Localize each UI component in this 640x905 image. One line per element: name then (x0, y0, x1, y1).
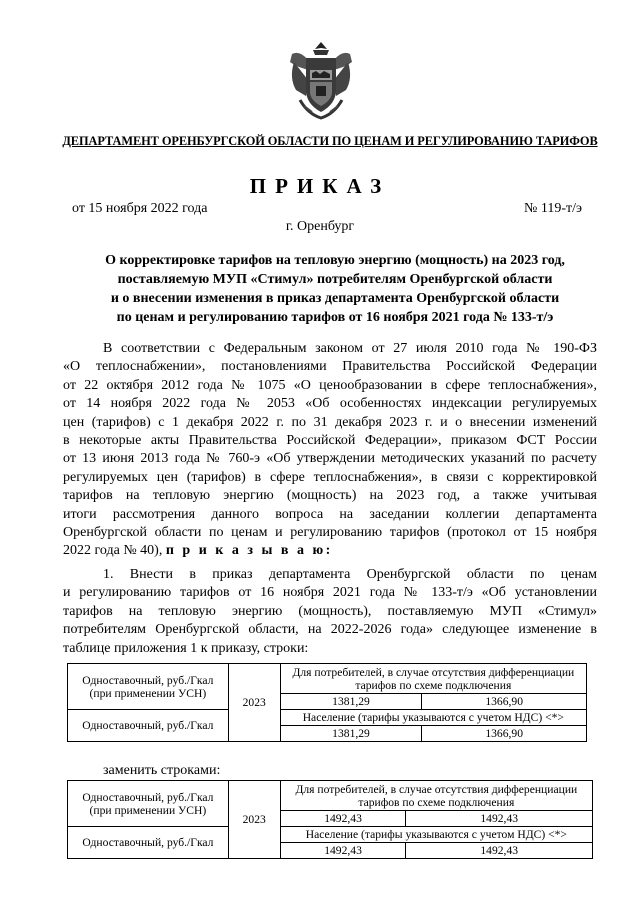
new-group1-value-2: 1492,43 (406, 811, 593, 827)
new-year: 2023 (228, 781, 280, 859)
old-group1-value-2: 1366,90 (422, 694, 587, 710)
new-group2-header: Население (тарифы указываются с учетом НДС) <*> (280, 827, 592, 843)
preamble-line: «О теплоснабжении», постановлениями Правительства Российской Федерации (63, 359, 597, 375)
heading-line: и о внесении изменения в приказ департамента Оренбургской области (110, 291, 560, 306)
department-name: ДЕПАРТАМЕНТ ОРЕНБУРГСКОЙ ОБЛАСТИ ПО ЦЕНАМ И РЕГУЛИРОВАНИЮ ТАРИФОВ (62, 134, 598, 148)
document-city: г. Оренбург (285, 219, 355, 234)
old-row1-label: Одноставочный, руб./Гкал (при применении УСН) (68, 664, 229, 710)
replace-label: заменить строками: (103, 763, 221, 778)
document-title: ПРИКАЗ (249, 174, 391, 198)
item-1-line: 1. Внести в приказ департамента Оренбургской области по ценам (103, 567, 597, 582)
order-word: п р и к а з ы в а ю: (165, 543, 333, 559)
old-row2-label: Одноставочный, руб./Гкал (68, 710, 229, 742)
preamble-line: Оренбургской области по ценам и регулированию тарифов (протокол от 15 ноября (63, 524, 597, 540)
coat-of-arms-emblem (286, 40, 356, 122)
old-group1-value-1: 1381,29 (280, 694, 422, 710)
item-1-paragraph (63, 566, 597, 658)
new-tariff-table (67, 780, 593, 859)
preamble-line: цен (тарифов) с 1 декабря 2022 г. по 31 декабря 2023 г. и о внесении изменений (63, 414, 597, 430)
new-group2-value-1: 1492,43 (280, 843, 406, 859)
old-tariff-table (67, 663, 587, 742)
preamble-line: регулируемых цен (тарифов) в сфере теплоснабжения», в связи с корректировкой (63, 469, 597, 485)
new-row1-label: Одноставочный, руб./Гкал (при применении УСН) (68, 781, 229, 827)
new-row2-label: Одноставочный, руб./Гкал (68, 827, 229, 859)
preamble-line: итоги рассмотрения данного вопроса на заседании коллегии департамента (63, 506, 597, 522)
item-1-line: тарифов на тепловую энергию (мощность), поставляемую МУП «Стимул» (63, 603, 597, 619)
preamble-line: от 13 июня 2013 года № 760-э «Об утверждении методических указаний по расчету (63, 451, 597, 467)
old-group2-value-2: 1366,90 (422, 726, 587, 742)
item-1-line: потребителям Оренбургской области, на 2022-2026 года» следующее изменение в (63, 622, 597, 638)
old-group2-header: Население (тарифы указываются с учетом НДС) <*> (280, 710, 586, 726)
document-number: № 119-т/э (524, 201, 583, 216)
item-1-line: и регулированию тарифов от 16 ноября 2021 года № 133-т/э «Об установлении (63, 585, 597, 601)
heading-line: поставляемую МУП «Стимул» потребителям Оренбургской области (117, 272, 553, 287)
old-group2-value-1: 1381,29 (280, 726, 422, 742)
document-heading (70, 251, 600, 327)
preamble-last-text: 2022 года № 40), (63, 543, 163, 559)
heading-line: О корректировке тарифов на тепловую энергию (мощность) на 2023 год, (105, 253, 565, 268)
new-group2-value-2: 1492,43 (406, 843, 593, 859)
new-group1-header: Для потребителей, в случае отсутствия дифференциации тарифов по схеме подключения (280, 781, 592, 811)
preamble-line: тарифов на тепловую энергию (мощность) на 2023 год, а также учитывая (63, 488, 597, 504)
preamble-final-line (63, 542, 597, 560)
preamble-paragraph (63, 340, 597, 561)
old-group1-header: Для потребителей, в случае отсутствия дифференциации тарифов по схеме подключения (280, 664, 586, 694)
preamble-line: В соответствии с Федеральным законом от 27 июля 2010 года № 190-ФЗ (103, 341, 597, 356)
document-date: от 15 ноября 2022 года (72, 201, 208, 216)
preamble-line: от 14 ноября 2022 года № 2053 «Об особенностях индексации регулируемых (63, 396, 597, 412)
preamble-line: от 22 октября 2012 года № 1075 «О ценообразовании в сфере теплоснабжения», (63, 377, 597, 393)
preamble-line: в некоторые акты Правительства Российской Федерации», приказом ФСТ России (63, 432, 597, 448)
heading-line: по ценам и регулированию тарифов от 16 ноября 2021 года № 133-т/э (116, 310, 554, 325)
item-1-line: таблице приложения 1 к приказу, строки: (63, 640, 309, 656)
new-group1-value-1: 1492,43 (280, 811, 406, 827)
old-year: 2023 (228, 664, 280, 742)
